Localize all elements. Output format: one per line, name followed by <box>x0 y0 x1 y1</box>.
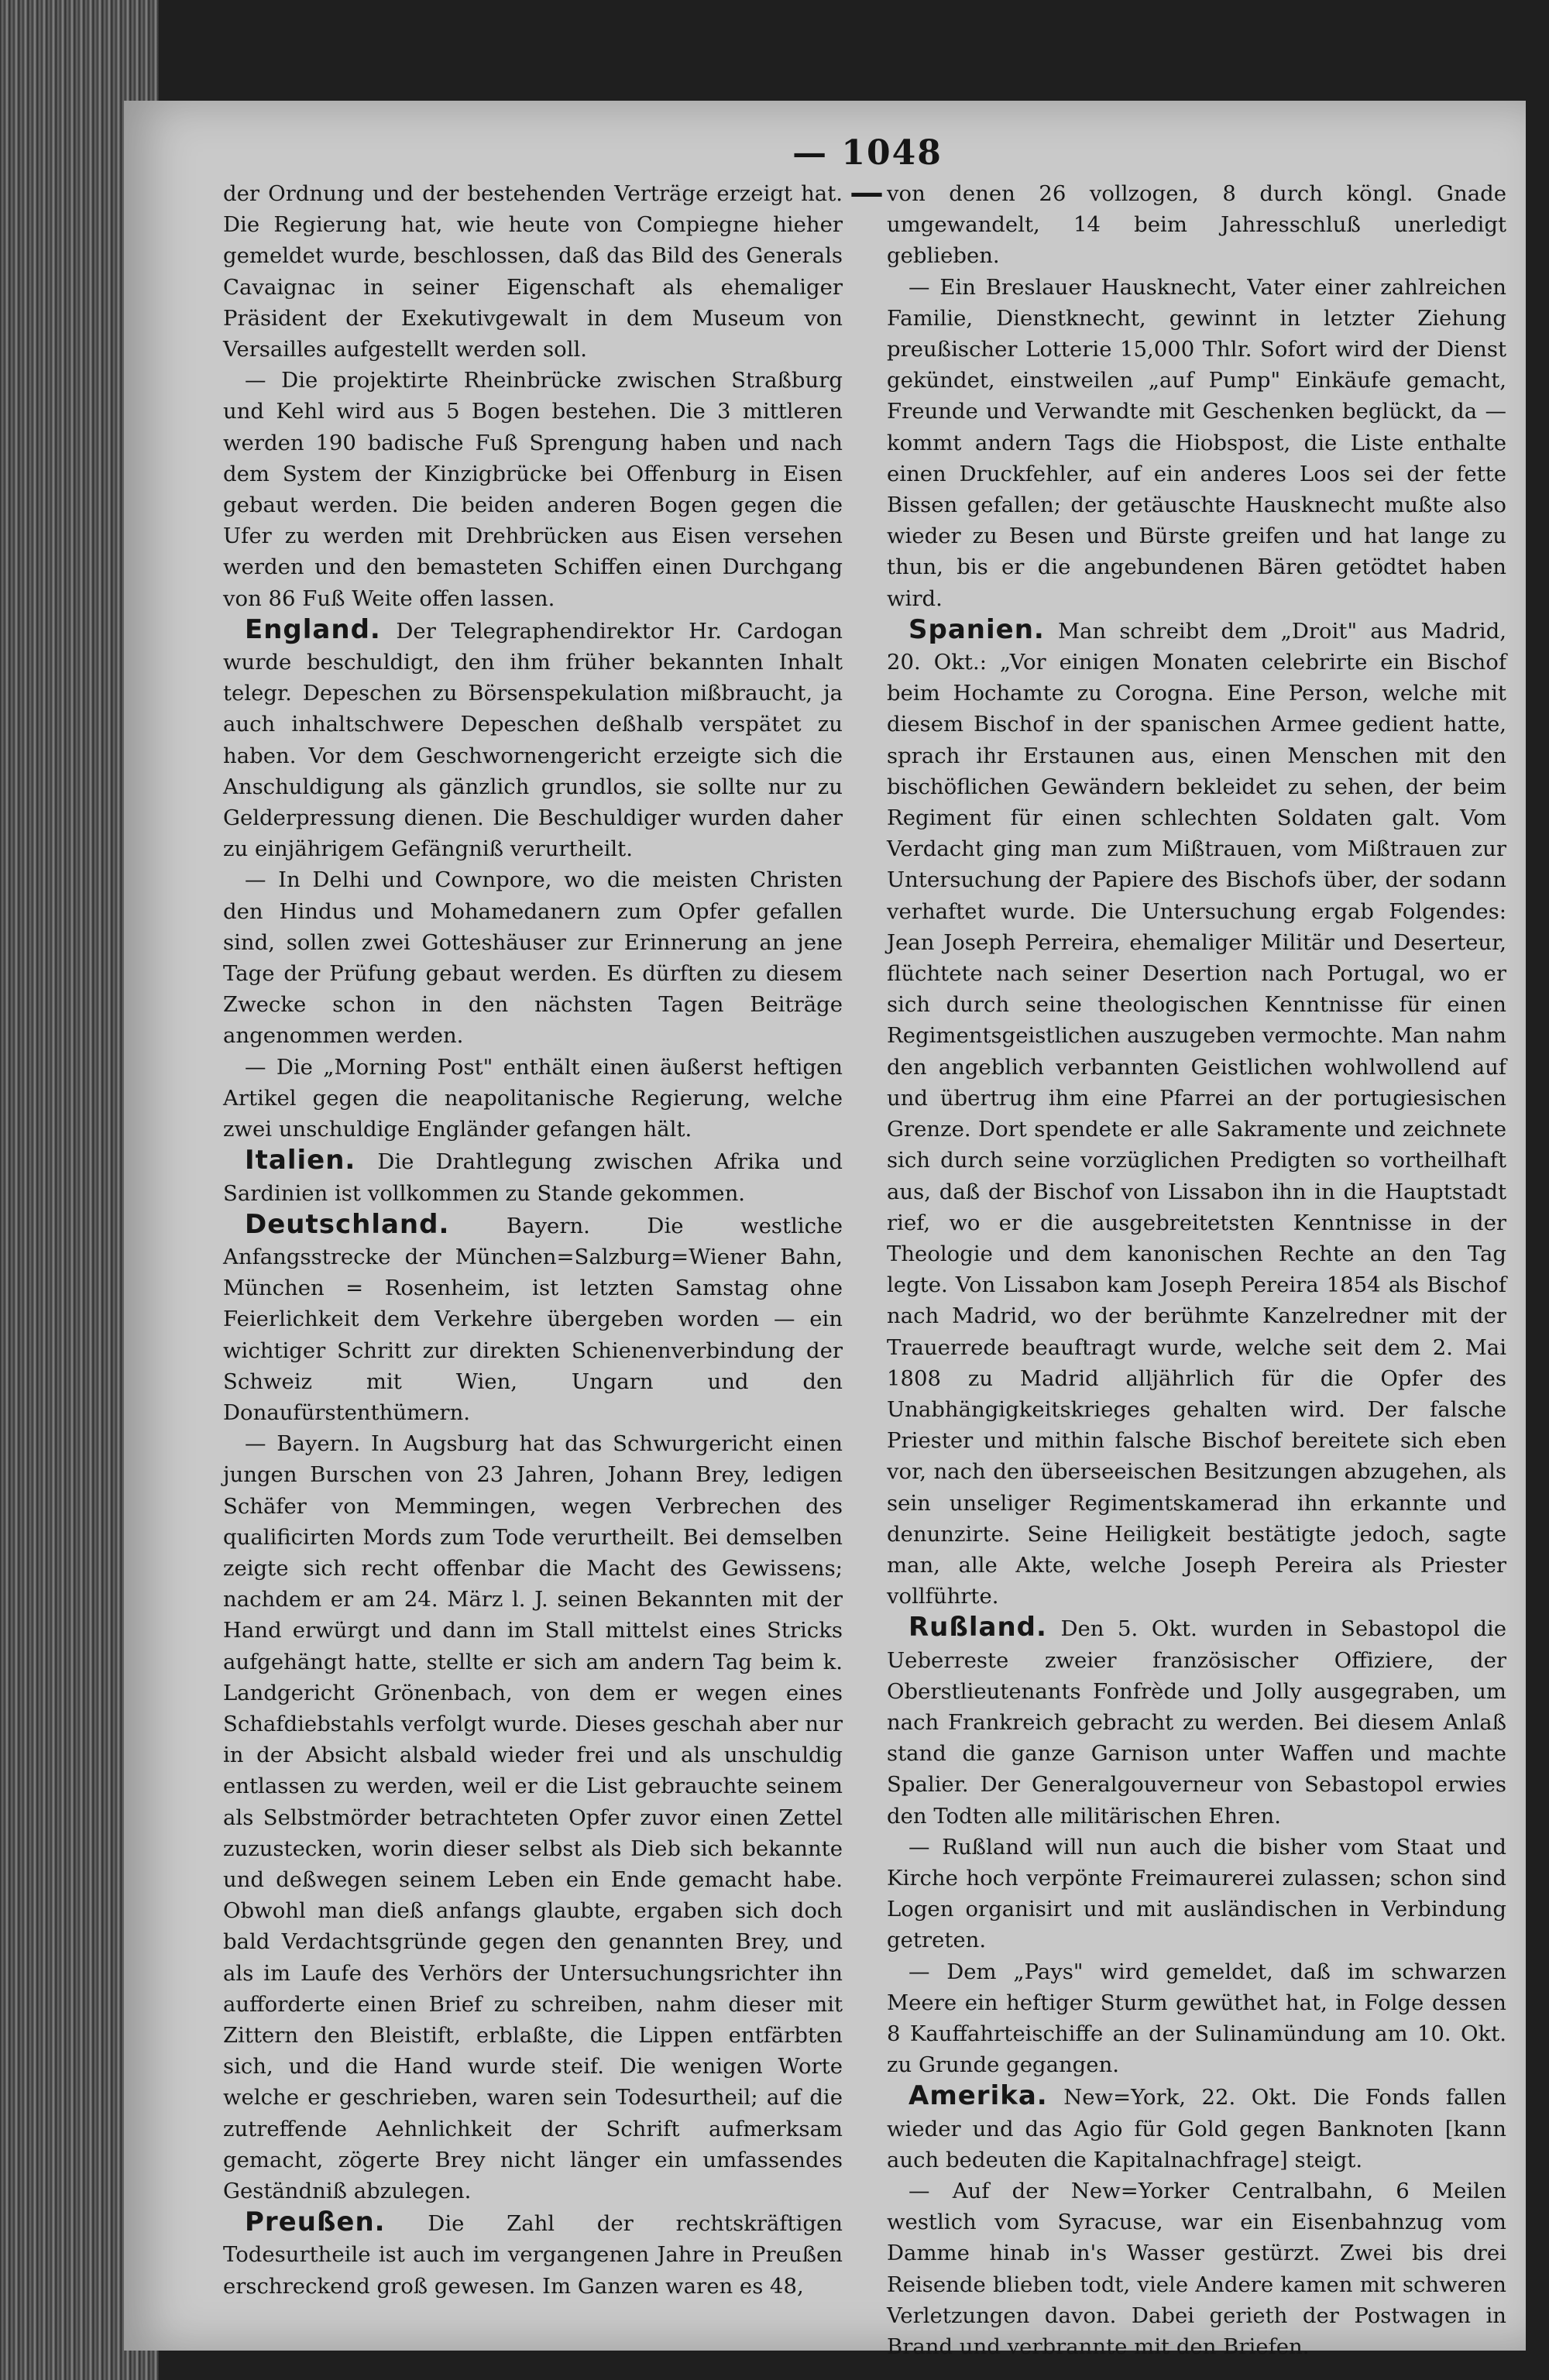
paragraph-centralbahn: — Auf der New=Yorker Centralbahn, 6 Meilen westlich vom Syracuse, war ein Eisenbahnzug vom Damme hinab in's Wasser gestürzt. Zwei bis drei Reisende blieben todt, viele Andere kamen mit schweren Verletzungen davon. Dabei gerieth der Postwagen in Brand und verbrannte mit den Briefen. <box>887 2179 1506 2360</box>
page-number: — 1048 — <box>792 133 943 212</box>
amerika-fonds-text: New=York, 22. Okt. Die Fonds fallen wieder und das Agio für Gold gegen Banknoten [kann auch bedeuten die Kapitalnachfrage] steigt. <box>887 2085 1507 2172</box>
heading-england: England. <box>245 613 381 645</box>
heading-preussen: Preußen. <box>245 2207 386 2238</box>
section-italien <box>223 1145 843 1208</box>
section-deutschland <box>223 1209 843 1428</box>
left-column <box>223 178 843 2302</box>
heading-russland: Rußland. <box>908 1612 1047 1643</box>
spanien-text: Man schreibt dem „Droit" aus Madrid, 20. Okt.: „Vor einigen Monaten celebrirte ein Bischof beim Hochamte zu Corogna. Eine Person, welche mit diesem Bischof in der spanischen Armee gedient hatte, sprach ihr Erstaunen aus, einen Menschen mit den bischöflichen Gewändern bekleidet zu sehen, der beim Regiment für einen schlechten Soldaten galt. Vom Verdacht ging man zum Mißtrauen, vom Mißtrauen zur Untersuchung der Papiere des Bischofs über, der sodann verhaftet wurde. Die Untersuchung ergab Folgendes: Jean Joseph Perreira, ehemaliger Militär und Deserteur, flüchtete nach seiner Desertion nach Portugal, wo er sich durch seine theologischen Kenntnisse für einen Regimentsgeistlichen auszugeben vermochte. Man nahm den angeblich verbannten Geistlichen wohlwollend auf und übertrug ihm eine Pfarrei an der portugiesischen Grenze. Dort spendete er alle Sakramente und zeichnete sich durch seine vorzüglichen Predigten so vortheilhaft aus, daß der Bischof von Lissabon ihn in die Hauptstadt rief, wo er die ausgebreitetsten Kenntnisse in der Theologie und dem kanonischen Rechte an den Tag legte. Von Lissabon kam Joseph Pereira 1854 als Bischof nach Madrid, wo der berühmte Kanzelredner mit der Trauerrede beauftragt wurde, welche seit dem 2. Mai 1808 zu Madrid alljährlich für die Opfer des Unabhängigkeitskrieges gehalten wird. Der falsche Priester und mithin falsche Bischof bereitete sich eben vor, nach den überseeischen Besitzungen abzugehen, als sein unseliger Regimentskamerad ihn erkannte und denunzirte. Seine Heiligkeit bestätigte jedoch, sagte man, alle Akte, welche Joseph Pereira als Priester vollführte. <box>887 618 1506 1609</box>
england-telegraph-text: Der Telegraphendirektor Hr. Cardogan wurde beschuldigt, den ihm früher bekannten Inhalt telegr. Depeschen zu Börsenspekulation mißbraucht, ja auch inhaltschwere Depeschen deßhalb verspätet zu haben. Vor dem Geschwornengericht erzeigte sich die Anschuldigung als gänzlich grundlos, sie sollte nur zu Gelderpressung dienen. Die Beschuldiger wurden daher zu einjährigem Gefängniß verurtheilt. <box>223 618 843 862</box>
paragraph-morning-post: — Die „Morning Post" enthält einen äußerst heftigen Artikel gegen die neapolitanische Regierung, welche zwei unschuldige Engländer gefangen hält. <box>223 1054 843 1142</box>
heading-deutschland: Deutschland. <box>245 1208 450 1240</box>
paragraph-delhi: — In Delhi und Cownpore, wo die meisten Christen den Hindus und Mohamedanern zum Opfer gefallen sind, sollen zwei Gotteshäuser zur Erinnerung an jene Tage der Prüfung gebaut werden. Es dürften zu diesem Zwecke schon in den nächsten Tagen Beiträge angenommen werden. <box>223 867 843 1049</box>
paragraph-breslau: — Ein Breslauer Hausknecht, Vater einer zahlreichen Familie, Dienstknecht, gewinnt in letzter Ziehung preußischer Lotterie 15,000 Thlr. Sofort wird der Dienst gekündet, einstweilen „auf Pump" Einkäufe gemacht, Freunde und Verwandte mit Geschenken beglückt, da — kommt andern Tags die Hiobspost, die Liste enthalte einen Druckfehler, auf ein anderes Loos sei der fette Bissen gefallen; der getäuschte Hausknecht mußte also wieder zu Besen und Bürste greifen und hat lange zu thun, bis er die angebundenen Bären getödtet haben wird. <box>887 274 1506 611</box>
heading-italien: Italien. <box>245 1145 356 1176</box>
deutschland-bahn-text: Bayern. Die westliche Anfangsstrecke der München=Salzburg=Wiener Bahn, München = Rosenheim, ist letzten Samstag ohne Feierlichkeit dem Verkehre übergeben worden — ein wichtiger Schritt zur direkten Schienenverbindung der Schweiz mit Wien, Ungarn und den Donaufürstenthümern. <box>223 1213 843 1425</box>
paragraph-ordnung: der Ordnung und der bestehenden Verträge erzeigt hat. Die Regierung hat, wie heute von Compiegne hieher gemeldet wurde, beschlossen, daß das Bild des Generals Cavaignac in seiner Eigenschaft als ehemaliger Präsident der Exekutivgewalt in dem Museum von Versailles aufgestellt werden soll. <box>223 181 843 362</box>
section-spanien <box>887 614 1506 1612</box>
preussen-text: Die Zahl der rechtskräftigen Todesurtheile ist auch im vergangenen Jahre in Preußen erschreckend groß gewesen. Im Ganzen waren es 48, <box>223 2211 843 2299</box>
paragraph-todesurtheile-cont: von denen 26 vollzogen, 8 durch köngl. Gnade umgewandelt, 14 beim Jahresschluß unerledigt geblieben. <box>887 181 1506 269</box>
right-column <box>887 178 1506 2362</box>
section-amerika <box>887 2080 1506 2176</box>
section-england <box>223 614 843 865</box>
russland-sebastopol-text: Den 5. Okt. wurden in Sebastopol die Ueberreste zweier französischer Offiziere, der Oberstlieutenants Fonfrède und Jolly ausgegraben, um nach Frankreich gebracht zu werden. Bei diesem Anlaß stand die ganze Garnison unter Waffen und machte Spalier. Der Generalgouverneur von Sebastopol erwies den Todten alle militärischen Ehren. <box>887 1616 1506 1829</box>
italien-text: Die Drahtlegung zwischen Afrika und Sardinien ist vollkommen zu Stande gekommen. <box>223 1149 843 1206</box>
heading-amerika: Amerika. <box>908 2080 1048 2112</box>
section-russland <box>887 1612 1506 1831</box>
heading-spanien: Spanien. <box>908 613 1045 645</box>
paragraph-pays: — Dem „Pays" wird gemeldet, daß im schwarzen Meere ein heftiger Sturm gewüthet hat, in Folge dessen 8 Kauffahrteischiffe an der Sulinamündung am 10. Okt. zu Grunde gegangen. <box>887 1959 1506 2078</box>
paragraph-augsburg: — Bayern. In Augsburg hat das Schwurgericht einen jungen Burschen von 23 Jahren, Johann Brey, ledigen Schäfer von Memmingen, wegen Verbrechen des qualificirten Mords zum Tode verurtheilt. Bei demselben zeigte sich recht offenbar die Macht des Gewissens; nachdem er am 24. März l. J. seinen Bekannten mit der Hand erwürgt und dann im Stall mittelst eines Stricks aufgehängt hatte, stellte er sich am andern Tag beim k. Landgericht Grönenbach, von dem er wegen eines Schafdiebstahls verfolgt wurde. Dieses geschah aber nur in der Absicht alsbald wieder frei und als unschuldig entlassen zu werden, weil er die List gebrauchte seinem als Selbstmörder betrachteten Opfer zuvor einen Zettel zuzustecken, worin dieser selbst als Dieb sich bekannte und deßwegen seinem Leben ein Ende gemacht habe. Obwohl man dieß anfangs glaubte, ergaben sich doch bald Verdachtsgründe gegen den genannten Brey, und als im Laufe des Verhörs der Untersuchungsrichter ihn aufforderte einen Brief zu schreiben, nahm dieser mit Zittern den Bleistift, erblaßte, die Lippen entfärbten sich, und die Hand wurde steif. Die wenigen Worte welche er geschrieben, waren sein Todesurtheil; auf die zutreffende Aehnlichkeit der Schrift aufmerksam gemacht, zögerte Brey nicht länger ein umfassendes Geständniß abzulegen. <box>223 1431 843 2203</box>
paragraph-rheinbruecke: — Die projektirte Rheinbrücke zwischen Straßburg und Kehl wird aus 5 Bogen bestehen. Die 3 mittleren werden 190 badische Fuß Sprengung haben und nach dem System der Kinzigbrücke bei Offenburg in Eisen gebaut werden. Die beiden anderen Bogen gegen die Ufer zu werden mit Drehbrücken aus Eisen versehen werden und den bemasteten Schiffen einen Durchgang von 86 Fuß Weite offen lassen. <box>223 368 843 611</box>
section-preussen <box>223 2207 843 2302</box>
paragraph-freimaurerei: — Rußland will nun auch die bisher vom Staat und Kirche hoch verpönte Freimaurerei zulassen; schon sind Logen organisirt und mit ausländischen in Verbindung getreten. <box>887 1834 1506 1953</box>
